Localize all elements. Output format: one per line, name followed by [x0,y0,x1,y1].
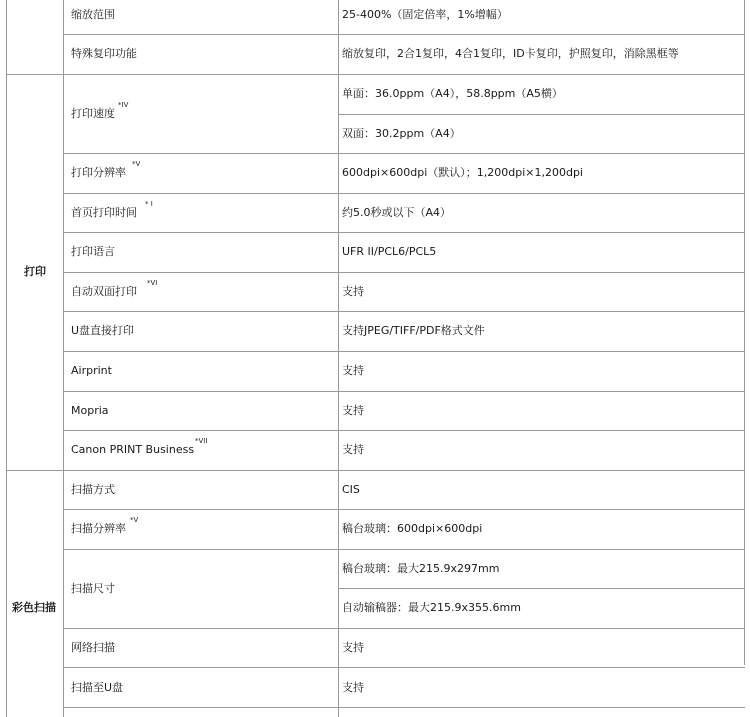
scan-method-value: CIS [342,483,360,496]
column-divider-2 [338,0,339,717]
airprint-value: 支持 [342,364,364,377]
scan-resolution-label: 扫描分辨率 [71,522,126,535]
table-border-left [6,0,7,717]
scan-category-label: 彩色扫描 [12,601,56,614]
row-divider [63,193,745,194]
zoom-range-label: 缩放范围 [71,8,115,21]
row-divider [63,707,745,708]
special-copy-value: 缩放复印，2合1复印，4合1复印，ID卡复印，护照复印，消除黑框等 [342,47,679,60]
canon-print-note: *VII [195,437,208,445]
mopria-label: Mopria [71,404,109,417]
row-divider [63,391,745,392]
print-speed-duplex: 双面：30.2ppm（A4） [342,127,461,140]
table-border-right [744,0,745,665]
canon-print-value: 支持 [342,443,364,456]
network-scan-label: 网络扫描 [71,641,115,654]
usb-print-label: U盘直接打印 [71,324,135,337]
first-page-label: 首页打印时间 [71,206,137,219]
row-divider [63,311,745,312]
airprint-label: Airprint [71,364,112,377]
scan-method-label: 扫描方式 [71,483,115,496]
print-category-label: 打印 [24,265,46,278]
row-divider [63,153,745,154]
section-divider-print [6,74,745,75]
row-divider [63,430,745,431]
print-resolution-value: 600dpi×600dpi（默认）；1,200dpi×1,200dpi [342,166,583,179]
zoom-range-value: 25-400%（固定倍率，1%增幅） [342,8,508,21]
canon-print-label: Canon PRINT Business [71,443,195,456]
row-divider [338,588,745,589]
first-page-value: 约5.0秒或以下（A4） [342,206,452,219]
usb-print-value: 支持JPEG/TIFF/PDF格式文件 [342,324,485,337]
scan-to-usb-label: 扫描至U盘 [71,681,124,694]
scan-size-adf: 自动输稿器：最大215.9x355.6mm [342,601,521,614]
print-language-label: 打印语言 [71,245,115,258]
print-speed-label: 打印速度 [71,107,115,120]
first-page-note: * I [145,200,153,208]
row-divider [63,34,745,35]
print-resolution-label: 打印分辨率 [71,166,126,179]
section-divider-scan [6,470,745,471]
print-language-value: UFR II/PCL6/PCL5 [342,245,437,258]
row-divider [63,509,745,510]
auto-duplex-note: *VI [147,279,158,287]
special-copy-label: 特殊复印功能 [71,47,137,60]
mopria-value: 支持 [342,404,364,417]
print-speed-note: *IV [118,101,129,109]
scan-resolution-value: 稿台玻璃：600dpi×600dpi [342,522,483,535]
network-scan-value: 支持 [342,641,364,654]
row-divider [63,549,745,550]
scan-to-usb-value: 支持 [342,681,364,694]
auto-duplex-label: 自动双面打印 [71,285,137,298]
scan-size-label: 扫描尺寸 [71,582,115,595]
row-divider [63,667,745,668]
auto-duplex-value: 支持 [342,285,364,298]
scan-size-platen: 稿台玻璃：最大215.9x297mm [342,562,500,575]
row-divider [63,628,745,629]
row-divider [338,114,745,115]
row-divider [63,232,745,233]
print-resolution-note: *V [132,160,141,168]
row-divider [63,272,745,273]
scan-resolution-note: *V [130,516,139,524]
row-divider [63,351,745,352]
print-speed-simplex: 单面：36.0ppm（A4），58.8ppm（A5横） [342,87,563,100]
column-divider-1 [63,0,64,717]
